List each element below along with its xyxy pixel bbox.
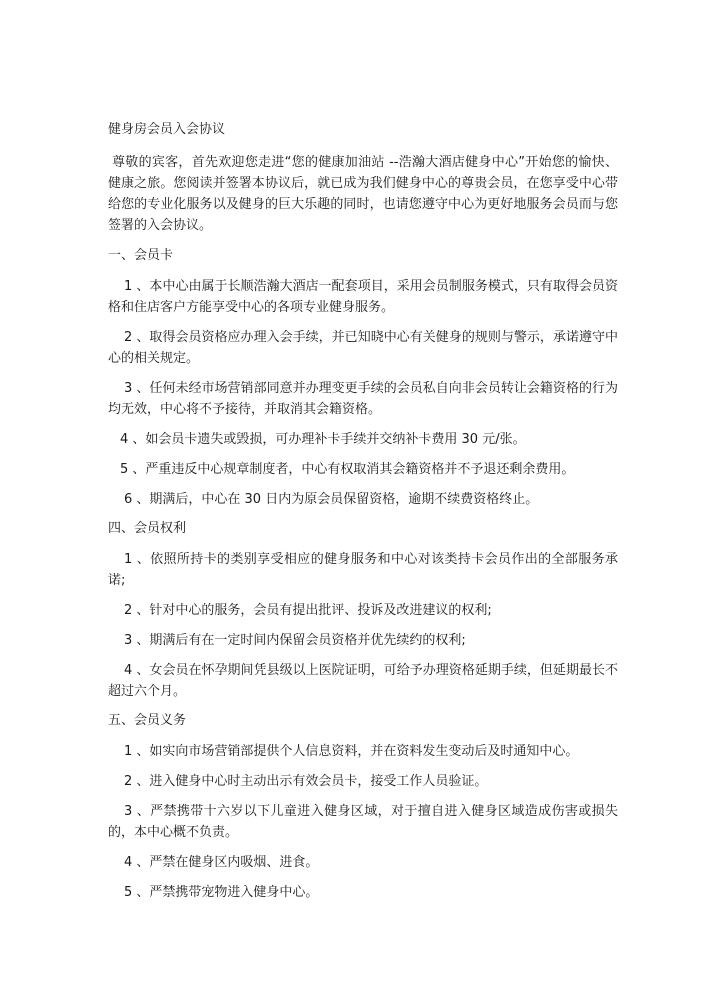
clause-card-1: 1 、本中心由属于长顺浩瀚大酒店一配套项目，采用会员制服务模式，只有取得会员资格和住店客户方能享受中心的各项专业健身服务。 bbox=[108, 279, 618, 315]
clause-rights-2: 2 、针对中心的服务，会员有提出批评、投诉及改进建议的权利; bbox=[124, 603, 492, 618]
clause-obligations-4: 4 、严禁在健身区内吸烟、进食。 bbox=[124, 855, 319, 870]
clause-obligations-2: 2 、进入健身中心时主动出示有效会员卡，接受工作人员验证。 bbox=[124, 774, 488, 789]
clause-obligations-5: 5 、严禁携带宠物进入健身中心。 bbox=[124, 885, 319, 900]
clause-card-5: 5 、严重违反中心规章制度者，中心有权取消其会籍资格并不予退还剩余费用。 bbox=[120, 462, 575, 477]
clause-obligations-1: 1 、如实向市场营销部提供个人信息资料，并在资料发生变动后及时通知中心。 bbox=[124, 744, 579, 759]
section-heading-member-obligations: 五、会员义务 bbox=[108, 713, 187, 728]
intro-paragraph: 尊敬的宾客，首先欢迎您走进“您的健康加油站 --浩瀚大酒店健身中心”开始您的愉快、健康之旅。您阅读并签署本协议后，就已成为我们健身中心的尊贵会员，在您享受中心带给您的专业化服务以及健身的巨大乐趣的同时，也请您遵守中心为更好地服务会员而与您签署的入会协议。 bbox=[108, 155, 618, 233]
clause-rights-1: 1 、依照所持卡的类别享受相应的健身服务和中心对该类持卡会员作出的全部服务承诺; bbox=[108, 552, 618, 588]
document-body bbox=[108, 120, 618, 912]
clause-rights-3: 3 、期满后有在一定时间内保留会员资格并优先续约的权利; bbox=[124, 633, 466, 648]
clause-card-4: 4 、如会员卡遗失或毁损，可办理补卡手续并交纳补卡费用 30 元/张。 bbox=[120, 432, 526, 447]
clause-obligations-3: 3 、严禁携带十六岁以下儿童进入健身区域，对于擅自进入健身区域造成伤害或损失的，本中心概不负责。 bbox=[108, 804, 618, 840]
document-title: 健身房会员入会协议 bbox=[108, 122, 226, 137]
clause-card-2: 2 、取得会员资格应办理入会手续，并已知晓中心有关健身的规则与警示，承诺遵守中心的相关规定。 bbox=[108, 330, 618, 366]
clause-rights-4: 4 、女会员在怀孕期间凭县级以上医院证明，可给予办理资格延期手续，但延期最长不超过六个月。 bbox=[108, 663, 618, 699]
section-heading-membership-card: 一、会员卡 bbox=[108, 248, 174, 263]
clause-card-3: 3 、任何未经市场营销部同意并办理变更手续的会员私自向非会员转让会籍资格的行为均无效，中心将不予接待，并取消其会籍资格。 bbox=[108, 381, 618, 417]
section-heading-member-rights: 四、会员权利 bbox=[108, 521, 187, 536]
clause-card-6: 6 、期满后，中心在 30 日内为原会员保留资格，逾期不续费资格终止。 bbox=[124, 492, 539, 507]
